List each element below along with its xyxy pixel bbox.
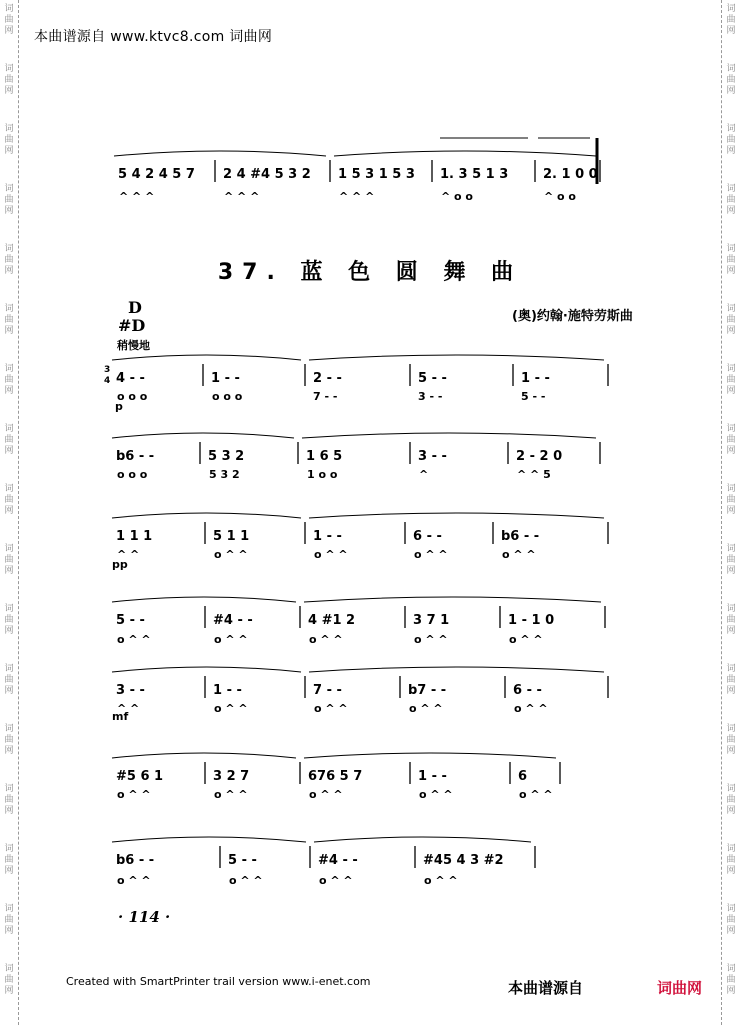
jianpu-measure: 1 5 3 1 5 3 — [338, 167, 415, 182]
watermark-text: 词 曲 网 — [4, 724, 14, 756]
accompaniment-marks: o ^ ^ — [314, 548, 348, 561]
jianpu-measure: 2 4 #4 5 3 2 — [223, 167, 311, 182]
accompaniment-marks: o ^ ^ — [502, 548, 536, 561]
accompaniment-marks: o ^ ^ — [409, 702, 443, 715]
jianpu-measure: 6 - - — [513, 683, 542, 698]
slur — [112, 355, 301, 360]
jianpu-measure: #45 4 3 #2 — [423, 853, 504, 868]
jianpu-measure: 1 - 1 0 — [508, 613, 555, 628]
jianpu-measure: 6 — [518, 769, 528, 784]
jianpu-measure: #4 - - — [318, 853, 358, 868]
accompaniment-marks: o ^ ^ — [514, 702, 548, 715]
slur — [114, 151, 326, 156]
slur — [334, 151, 596, 156]
accompaniment-marks: o ^ ^ — [214, 633, 248, 646]
watermark-text: 词 曲 网 — [4, 484, 14, 516]
accompaniment-marks: o o o — [117, 468, 148, 481]
watermark-text: 词 曲 网 — [4, 664, 14, 696]
slur — [112, 667, 301, 672]
jianpu-measure: 1 6 5 — [306, 449, 343, 464]
jianpu-measure: 2. 1 0 0 — [543, 167, 598, 182]
jianpu-measure: 1 1 1 — [116, 529, 153, 544]
accompaniment-marks: o o o — [117, 390, 148, 403]
watermark-text: 词 曲 网 — [726, 544, 736, 576]
slur — [309, 355, 604, 360]
watermark-text: 词 曲 网 — [726, 964, 736, 996]
slur — [302, 433, 596, 438]
watermark-text: 词 曲 网 — [4, 544, 14, 576]
watermark-text: 词 曲 网 — [726, 4, 736, 36]
accompaniment-marks: 1 o o — [307, 468, 338, 481]
song-title: 37. 蓝 色 圆 舞 曲 — [217, 260, 523, 285]
jianpu-measure: 5 1 1 — [213, 529, 250, 544]
tempo-marking: 稍慢地 — [117, 339, 150, 352]
watermark-text: 词 曲 网 — [726, 364, 736, 396]
jianpu-measure: 5 - - — [228, 853, 257, 868]
watermark-text: 词 曲 网 — [4, 904, 14, 936]
slur — [112, 513, 301, 518]
slur — [309, 667, 604, 672]
slur — [304, 597, 601, 602]
jianpu-measure: b7 - - — [408, 683, 447, 698]
jianpu-measure: 3 - - — [116, 683, 145, 698]
accompaniment-marks: o ^ ^ — [509, 633, 543, 646]
time-signature-bottom: 4 — [104, 376, 111, 386]
watermark-text: 词 曲 网 — [726, 184, 736, 216]
accompaniment-marks: ^ ^ ^ — [339, 190, 375, 203]
watermark-text: 词 曲 网 — [4, 244, 14, 276]
watermark-text: 词 曲 网 — [4, 364, 14, 396]
watermark-text: 词 曲 网 — [4, 604, 14, 636]
slur — [112, 837, 306, 842]
watermark-text: 词 曲 网 — [4, 304, 14, 336]
accompaniment-marks: o ^ ^ — [314, 702, 348, 715]
jianpu-measure: 4 #1 2 — [308, 613, 356, 628]
watermark-text: 词 曲 网 — [4, 844, 14, 876]
slur — [314, 837, 531, 842]
jianpu-measure: 1. 3 5 1 3 — [440, 167, 509, 182]
accompaniment-marks: o ^ ^ — [414, 548, 448, 561]
jianpu-measure: 5 4 2 4 5 7 — [118, 167, 195, 182]
watermark-text: 词 曲 网 — [4, 964, 14, 996]
jianpu-measure: 1 - - — [521, 371, 550, 386]
page-number: · 114 · — [118, 908, 171, 926]
accompaniment-marks: ^ — [419, 468, 429, 481]
watermark-text: 词 曲 网 — [726, 304, 736, 336]
jianpu-measure: 1 - - — [313, 529, 342, 544]
watermark-text: 词 曲 网 — [4, 424, 14, 456]
accompaniment-marks: o ^ ^ — [309, 633, 343, 646]
jianpu-measure: 676 5 7 — [308, 769, 363, 784]
slur — [112, 753, 296, 758]
accompaniment-marks: o ^ ^ — [214, 788, 248, 801]
footer-source-label: 本曲谱源自 — [508, 979, 584, 997]
jianpu-measure: b6 - - — [116, 449, 155, 464]
watermark-text: 词 曲 网 — [726, 724, 736, 756]
key-signature-bottom: #D — [118, 316, 146, 335]
jianpu-measure: 3 - - — [418, 449, 447, 464]
jianpu-measure: 4 - - — [116, 371, 145, 386]
slur — [309, 513, 604, 518]
jianpu-measure: #5 6 1 — [116, 769, 164, 784]
watermark-text: 词 曲 网 — [726, 424, 736, 456]
jianpu-measure: #4 - - — [213, 613, 253, 628]
accompaniment-marks: ^ ^ — [117, 548, 140, 561]
slur — [112, 433, 294, 438]
jianpu-measure: 1 - - — [418, 769, 447, 784]
accompaniment-marks: o ^ ^ — [309, 788, 343, 801]
dynamic-mf: mf — [112, 710, 129, 723]
accompaniment-marks: ^ o o — [544, 190, 576, 203]
jianpu-measure: 3 2 7 — [213, 769, 250, 784]
watermark-text: 词 曲 网 — [726, 844, 736, 876]
footer-created-with: Created with SmartPrinter trail version www.i-enet.com — [66, 975, 371, 988]
watermark-text: 词 曲 网 — [726, 904, 736, 936]
watermark-text: 词 曲 网 — [726, 784, 736, 816]
watermark-text: 词 曲 网 — [726, 244, 736, 276]
jianpu-measure: 6 - - — [413, 529, 442, 544]
accompaniment-marks: o o o — [212, 390, 243, 403]
jianpu-measure: 5 3 2 — [208, 449, 245, 464]
jianpu-measure: 2 - - — [313, 371, 342, 386]
jianpu-measure: b6 - - — [116, 853, 155, 868]
watermark-text: 词 曲 网 — [726, 64, 736, 96]
watermark-text: 词 曲 网 — [4, 124, 14, 156]
dynamic-p: p — [115, 400, 123, 413]
key-signature-top: D — [128, 298, 142, 317]
dynamic-pp: pp — [112, 558, 128, 571]
accompaniment-marks: ^ o o — [441, 190, 473, 203]
accompaniment-marks: o ^ ^ — [424, 874, 458, 887]
accompaniment-marks: o ^ ^ — [319, 874, 353, 887]
watermark-text: 词 曲 网 — [726, 664, 736, 696]
accompaniment-marks: o ^ ^ — [519, 788, 553, 801]
accompaniment-marks: o ^ ^ — [117, 788, 151, 801]
watermark-text: 词 曲 网 — [4, 64, 14, 96]
accompaniment-marks: ^ ^ — [117, 702, 140, 715]
jianpu-measure: 7 - - — [313, 683, 342, 698]
watermark-text: 词 曲 网 — [4, 784, 14, 816]
slur — [304, 753, 556, 758]
accompaniment-marks: 5 3 2 — [209, 468, 240, 481]
accompaniment-marks: ^ ^ 5 — [517, 468, 551, 481]
accompaniment-marks: o ^ ^ — [229, 874, 263, 887]
accompaniment-marks: o ^ ^ — [214, 548, 248, 561]
jianpu-lower-voice: 7 - - — [313, 390, 338, 403]
watermark-text: 词 曲 网 — [726, 484, 736, 516]
accompaniment-marks: o ^ ^ — [414, 633, 448, 646]
jianpu-measure: 5 - - — [116, 613, 145, 628]
jianpu-measure: 3 7 1 — [413, 613, 450, 628]
jianpu-measure: 1 - - — [213, 683, 242, 698]
jianpu-measure: b6 - - — [501, 529, 540, 544]
footer-site-label: 词曲网 — [657, 979, 703, 997]
jianpu-lower-voice: 3 - - — [418, 390, 443, 403]
jianpu-lower-voice: 5 - - — [521, 390, 546, 403]
accompaniment-marks: o ^ ^ — [117, 633, 151, 646]
accompaniment-marks: o ^ ^ — [117, 874, 151, 887]
jianpu-measure: 5 - - — [418, 371, 447, 386]
composer-credit: (奥)约翰·施特劳斯曲 — [512, 309, 633, 324]
slur — [112, 597, 296, 602]
watermark-text: 词 曲 网 — [4, 184, 14, 216]
watermark-text: 词 曲 网 — [726, 604, 736, 636]
accompaniment-marks: ^ ^ ^ — [224, 190, 260, 203]
watermark-text: 词 曲 网 — [4, 4, 14, 36]
jianpu-measure: 1 - - — [211, 371, 240, 386]
jianpu-measure: 2 - 2 0 — [516, 449, 563, 464]
watermark-text: 词 曲 网 — [726, 124, 736, 156]
accompaniment-marks: ^ ^ ^ — [119, 190, 155, 203]
source-header: 本曲谱源自 www.ktvc8.com 词曲网 — [34, 29, 273, 45]
accompaniment-marks: o ^ ^ — [419, 788, 453, 801]
accompaniment-marks: o ^ ^ — [214, 702, 248, 715]
time-signature-top: 3 — [104, 365, 111, 375]
